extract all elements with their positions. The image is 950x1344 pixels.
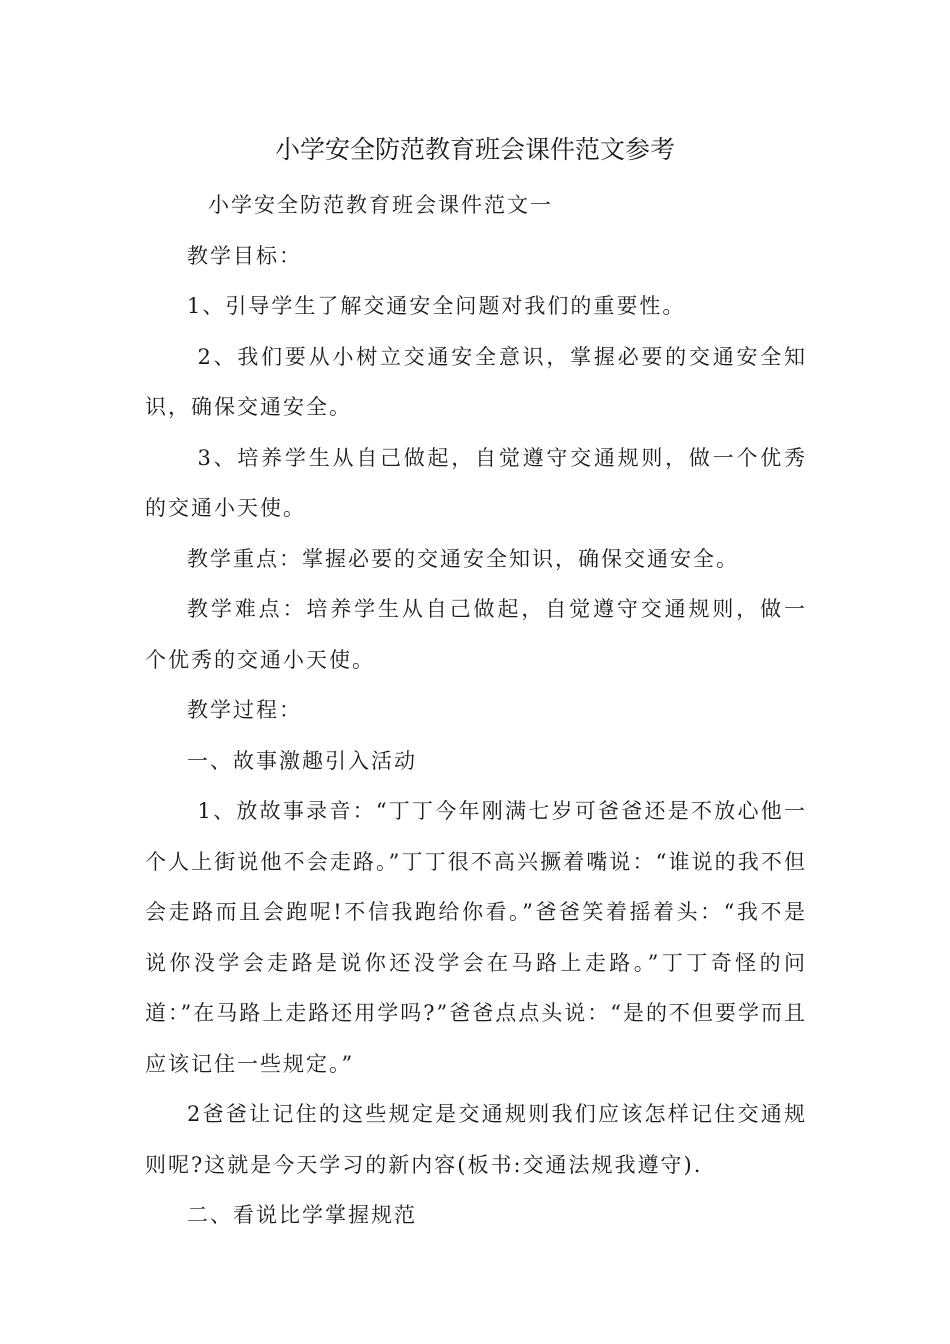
paragraph-goal-1: 1、引导学生了解交通安全问题对我们的重要性。 bbox=[187, 294, 686, 318]
paragraph-key-points: 教学重点：掌握必要的交通安全知识，确保交通安全。 bbox=[187, 546, 739, 571]
section-subtitle: 小学安全防范教育班会课件范文一 bbox=[208, 193, 553, 217]
paragraph-goal-3: 3、培养学生从自己做起，自觉遵守交通规则，做一个优秀的交通小天使。 bbox=[145, 445, 807, 520]
paragraph-rules: 2爸爸让记住的这些规定是交通规则我们应该怎样记住交通规则呢?这就是今天学习的新内容(板书:交通法规我遵守). bbox=[145, 1102, 807, 1177]
paragraph-teaching-goals-heading: 教学目标： bbox=[187, 243, 302, 268]
document-title: 小学安全防范教育班会课件范文参考 bbox=[274, 135, 675, 164]
paragraph-section-one: 一、故事激趣引入活动 bbox=[187, 748, 417, 773]
paragraph-difficulties: 教学难点：培养学生从自己做起，自觉遵守交通规则，做一个优秀的交通小天使。 bbox=[145, 597, 807, 672]
paragraph-story: 1、放故事录音：“丁丁今年刚满七岁可爸爸还是不放心他一个人上街说他不会走路。”丁丁很不高兴撅着嘴说：“谁说的我不但会走路而且会跑呢!不信我跑给你看。”爸爸笑着摇着头：“我不是说你没学会走路是说你还没学会在马路上走路。”丁丁奇怪的问道：”在马路上走路还用学吗?”爸爸点点头说：“是的不但要学而且应该记住一些规定。” bbox=[145, 799, 807, 1076]
paragraph-goal-2: 2、我们要从小树立交通安全意识，掌握必要的交通安全知识，确保交通安全。 bbox=[145, 344, 807, 419]
paragraph-process-heading: 教学过程： bbox=[187, 698, 302, 722]
document-body bbox=[145, 180, 807, 1241]
paragraph-section-two: 二、看说比学掌握规范 bbox=[187, 1203, 417, 1227]
